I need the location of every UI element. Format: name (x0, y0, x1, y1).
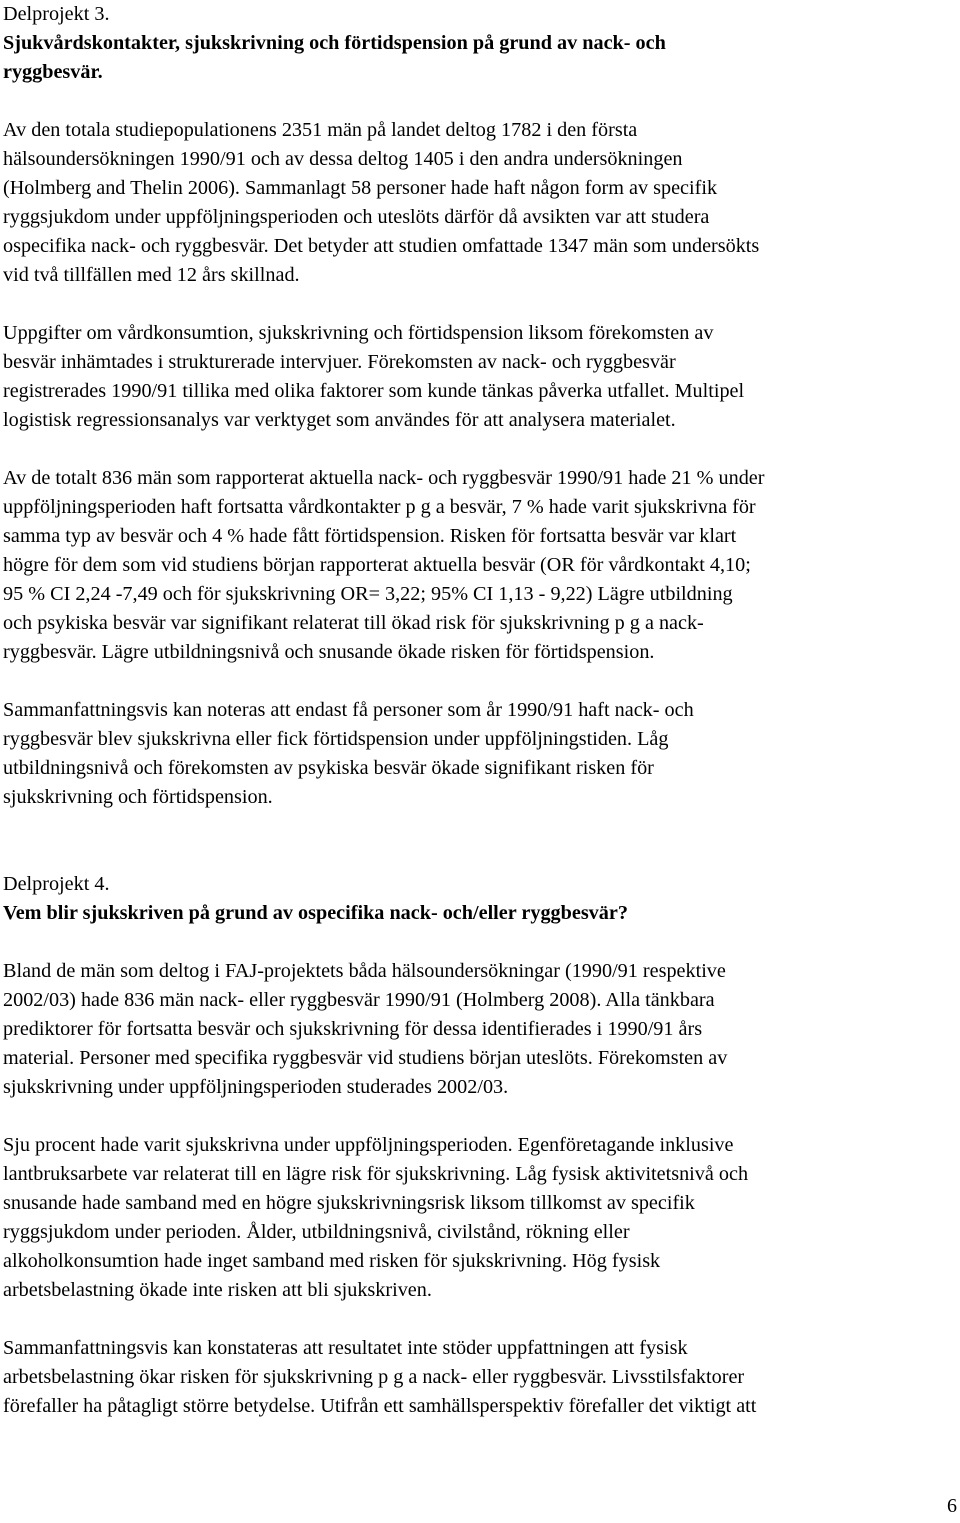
paragraph (3, 696, 958, 812)
text-line: arbetsbelastning ökar risken för sjukskrivning p g a nack- eller ryggbesvär. Livsstilsfaktorer (3, 1366, 745, 1388)
text-line: förefaller ha påtagligt större betydelse. Utifrån ett samhällsperspektiv förefaller det viktigt att (3, 1395, 757, 1417)
paragraph (3, 957, 958, 1102)
page-number: 6 (947, 1495, 957, 1517)
text-line: vid två tillfällen med 12 års skillnad. (3, 264, 300, 286)
text-line: registrerades 1990/91 tillika med olika faktorer som kunde tänkas påverka utfallet. Multipel (3, 380, 745, 402)
text-line: ospecifika nack- och ryggbesvär. Det betyder att studien omfattade 1347 män som undersökts (3, 235, 760, 257)
paragraph (3, 319, 958, 435)
text-line: Uppgifter om vårdkonsumtion, sjukskrivning och förtidspension liksom förekomsten av (3, 322, 714, 344)
spacer (3, 87, 958, 116)
text-line: ryggbesvär. Lägre utbildningsnivå och snusande ökade risken för förtidspension. (3, 641, 655, 663)
text-line: ryggsjukdom under uppföljningsperioden och uteslöts därför då avsikten var att studera (3, 206, 710, 228)
text-line: alkoholkonsumtion hade inget samband med risken för sjukskrivning. Hög fysisk (3, 1250, 661, 1272)
text-line: logistisk regressionsanalys var verktyget som användes för att analysera materialet. (3, 409, 676, 431)
paragraph (3, 464, 958, 667)
text-line: snusande hade samband med en högre sjukskrivningsrisk liksom tillkomst av specifik (3, 1192, 695, 1214)
text-line: lantbruksarbete var relaterat till en lägre risk för sjukskrivning. Låg fysisk aktivitetsnivå och (3, 1163, 749, 1185)
text-line: material. Personer med specifika ryggbesvär vid studiens början uteslöts. Förekomsten av (3, 1047, 728, 1069)
text-line: utbildningsnivå och förekomsten av psykiska besvär ökade signifikant risken för (3, 757, 654, 779)
text-line: Av den totala studiepopulationens 2351 män på landet deltog 1782 i den första (3, 119, 638, 141)
paragraph (3, 1131, 958, 1305)
section-delprojekt-4 (3, 870, 958, 928)
text-line: 2002/03) hade 836 män nack- eller ryggbesvär 1990/91 (Holmberg 2008). Alla tänkbara (3, 989, 715, 1011)
text-line: (Holmberg and Thelin 2006). Sammanlagt 58 personer hade haft någon form av specifik (3, 177, 718, 199)
spacer (3, 290, 958, 319)
text-line: sjukskrivning under uppföljningsperioden studerades 2002/03. (3, 1076, 509, 1098)
text-line: uppföljningsperioden haft fortsatta vårdkontakter p g a besvär, 7 % hade varit sjukskrivna för (3, 496, 756, 518)
document-page (3, 0, 958, 1421)
section-delprojekt-3 (3, 0, 958, 87)
spacer (3, 928, 958, 957)
spacer (3, 1102, 958, 1131)
text-line: Av de totalt 836 män som rapporterat aktuella nack- och ryggbesvär 1990/91 hade 21 % under (3, 467, 765, 489)
paragraph (3, 1334, 958, 1421)
text-line: sjukskrivning och förtidspension. (3, 786, 273, 808)
text-line: Sammanfattningsvis kan konstateras att resultatet inte stöder uppfattningen att fysisk (3, 1337, 688, 1359)
text-line: Sju procent hade varit sjukskrivna under uppföljningsperioden. Egenföretagande inklusive (3, 1134, 734, 1156)
section-label: Delprojekt 4. (3, 873, 110, 895)
section-heading-line: Vem blir sjukskriven på grund av ospecifika nack- och/eller ryggbesvär? (3, 902, 628, 924)
section-heading-line: Sjukvårdskontakter, sjukskrivning och förtidspension på grund av nack- och (3, 32, 666, 54)
text-line: 95 % CI 2,24 -7,49 och för sjukskrivning OR= 3,22; 95% CI 1,13 - 9,22) Lägre utbildning (3, 583, 733, 605)
spacer (3, 667, 958, 696)
text-line: Sammanfattningsvis kan noteras att endast få personer som år 1990/91 haft nack- och (3, 699, 694, 721)
spacer (3, 1305, 958, 1334)
text-line: Bland de män som deltog i FAJ-projektets båda hälsoundersökningar (1990/91 respektive (3, 960, 726, 982)
paragraph (3, 116, 958, 290)
text-line: ryggsjukdom under perioden. Ålder, utbildningsnivå, civilstånd, rökning eller (3, 1221, 630, 1243)
text-line: högre för dem som vid studiens början rapporterat aktuella besvär (OR för vårdkontakt 4,10; (3, 554, 751, 576)
text-line: besvär inhämtades i strukturerade intervjuer. Förekomsten av nack- och ryggbesvär (3, 351, 676, 373)
text-line: prediktorer för fortsatta besvär och sjukskrivning för dessa identifierades i 1990/91 års (3, 1018, 703, 1040)
spacer (3, 435, 958, 464)
section-heading-line: ryggbesvär. (3, 61, 103, 83)
text-line: samma typ av besvär och 4 % hade fått förtidspension. Risken för fortsatta besvär var klart (3, 525, 737, 547)
text-line: och psykiska besvär var signifikant relaterat till ökad risk för sjukskrivning p g a nack- (3, 612, 704, 634)
text-line: arbetsbelastning ökade inte risken att bli sjukskriven. (3, 1279, 432, 1301)
spacer (3, 812, 958, 870)
text-line: ryggbesvär blev sjukskrivna eller fick förtidspension under uppföljningstiden. Låg (3, 728, 669, 750)
text-line: hälsoundersökningen 1990/91 och av dessa deltog 1405 i den andra undersökningen (3, 148, 683, 170)
section-label: Delprojekt 3. (3, 3, 110, 25)
